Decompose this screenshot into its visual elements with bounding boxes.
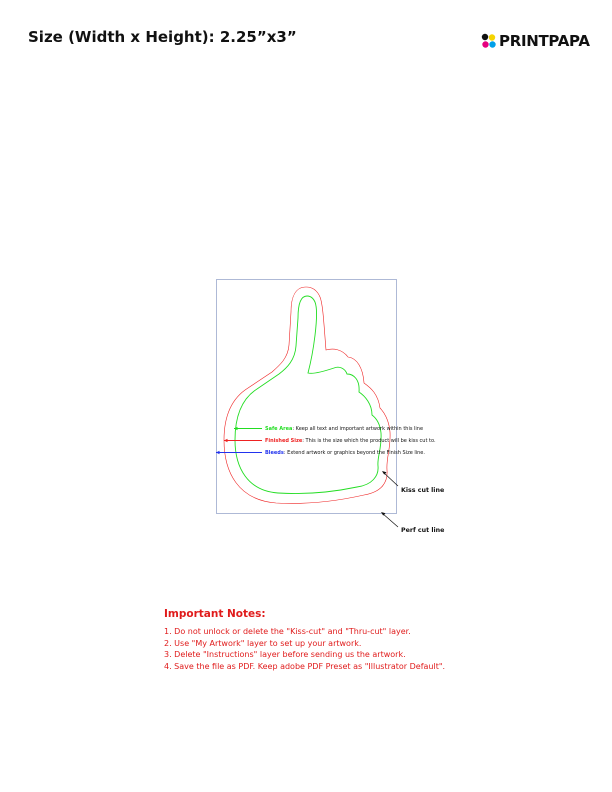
legend-bleed-text	[265, 450, 425, 456]
legend-finished-text	[265, 438, 436, 444]
safe-area-outline	[235, 296, 381, 494]
legend-safe-desc: Keep all text and important artwork within this line	[295, 426, 424, 433]
perf-cut-label: Perf cut line	[401, 527, 445, 534]
legend-safe-arrow	[234, 427, 262, 430]
perf-cut-pointer	[381, 512, 398, 527]
kiss-cut-label: Kiss cut line	[401, 487, 445, 494]
legend-safe-separator: :	[292, 426, 296, 433]
notes-title: Important Notes:	[164, 608, 266, 620]
perf-cut-frame	[217, 280, 397, 514]
legend-finished-desc: This is the size which the product will be kiss cut to.	[305, 438, 436, 445]
note-item: 3. Delete "Instructions" layer before sending us the artwork.	[164, 650, 406, 660]
legend-bleed-desc: Extend artwork or graphics beyond the Finish Size line.	[287, 450, 425, 457]
legend-finished-separator: :	[302, 438, 306, 445]
note-item: 2. Use "My Artwork" layer to set up your artwork.	[164, 638, 362, 648]
legend-safe-text	[265, 426, 423, 432]
legend-finished-name: Finished Size	[265, 438, 303, 445]
legend-bleed-name: Bleeds	[265, 450, 284, 457]
notes-list	[164, 626, 544, 672]
size-title: Size (Width x Height): 2.25”x3”	[28, 28, 297, 46]
note-item: 4. Save the file as PDF. Keep adobe PDF Preset as "Illustrator Default".	[164, 661, 446, 671]
note-item: 1. Do not unlock or delete the "Kiss-cut" and "Thru-cut" layer.	[164, 627, 411, 636]
important-notes	[164, 608, 544, 672]
legend-bleed-separator: :	[283, 450, 288, 457]
legend-safe-name: Safe Area	[265, 426, 293, 433]
logo-text: PRINTPAPA	[499, 32, 590, 50]
legend-bleed-arrow	[216, 451, 262, 454]
legend-finished-arrow	[224, 439, 262, 442]
